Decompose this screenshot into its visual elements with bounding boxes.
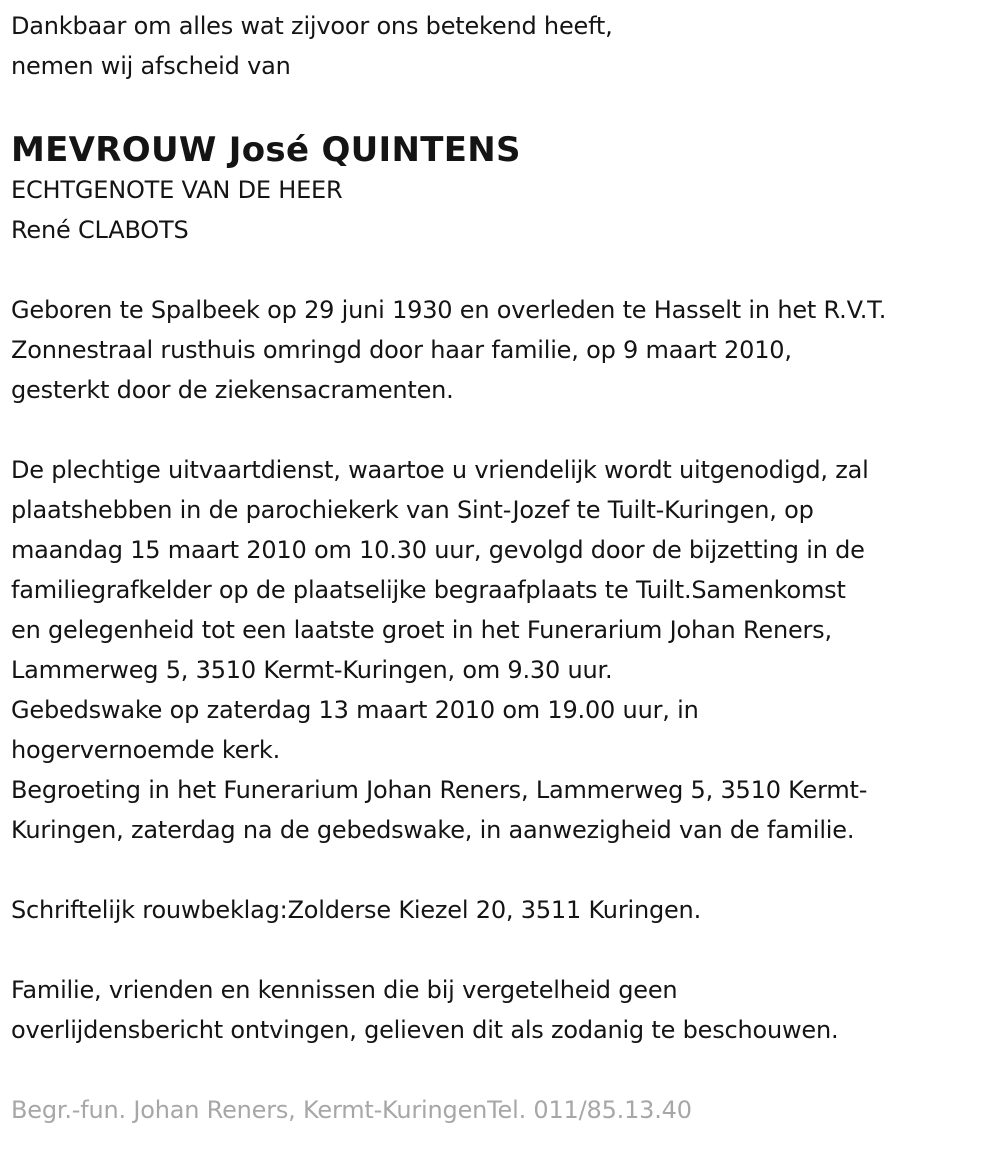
birth-death-line: Geboren te Spalbeek op 29 juni 1930 en overleden te Hasselt in het R.V.T. [11, 296, 887, 324]
spacer [11, 850, 991, 890]
family-note-line: overlijdensbericht ontvingen, gelieven dit als zodanig te beschouwen. [11, 1016, 839, 1044]
service-line: maandag 15 maart 2010 om 10.30 uur, gevolgd door de bijzetting in de [11, 536, 865, 564]
spacer [11, 250, 991, 290]
deceased-name: MEVROUW José QUINTENS [11, 130, 521, 170]
birth-death-line: Zonnestraal rusthuis omringd door haar familie, op 9 maart 2010, [11, 336, 792, 364]
greeting-line: Begroeting in het Funerarium Johan Reners, Lammerweg 5, 3510 Kermt- [11, 776, 868, 804]
funeral-director-footer: Begr.-fun. Johan Reners, Kermt-KuringenTel. 011/85.13.40 [11, 1096, 692, 1124]
service-line: plaatshebben in de parochiekerk van Sint-Jozef te Tuilt-Kuringen, op [11, 496, 814, 524]
spacer [11, 410, 991, 450]
service-line: en gelegenheid tot een laatste groet in het Funerarium Johan Reners, [11, 616, 832, 644]
obituary-notice [11, 6, 991, 1130]
birth-death-line: gesterkt door de ziekensacramenten. [11, 376, 454, 404]
intro-line-2: nemen wij afscheid van [11, 52, 291, 80]
wake-line: hogervernoemde kerk. [11, 736, 281, 764]
spacer [11, 1050, 991, 1090]
service-line: De plechtige uitvaartdienst, waartoe u vriendelijk wordt uitgenodigd, zal [11, 456, 869, 484]
intro-line-1: Dankbaar om alles wat zijvoor ons betekend heeft, [11, 12, 613, 40]
relation-label: ECHTGENOTE VAN DE HEER [11, 176, 343, 204]
greeting-line: Kuringen, zaterdag na de gebedswake, in aanwezigheid van de familie. [11, 816, 855, 844]
spacer [11, 930, 991, 970]
service-line: Lammerweg 5, 3510 Kermt-Kuringen, om 9.30 uur. [11, 656, 613, 684]
service-line: familiegrafkelder op de plaatselijke begraafplaats te Tuilt.Samenkomst [11, 576, 846, 604]
spouse-name: René CLABOTS [11, 216, 189, 244]
condolences-address: Schriftelijk rouwbeklag:Zolderse Kiezel 20, 3511 Kuringen. [11, 896, 702, 924]
wake-line: Gebedswake op zaterdag 13 maart 2010 om 19.00 uur, in [11, 696, 699, 724]
family-note-line: Familie, vrienden en kennissen die bij vergetelheid geen [11, 976, 678, 1004]
